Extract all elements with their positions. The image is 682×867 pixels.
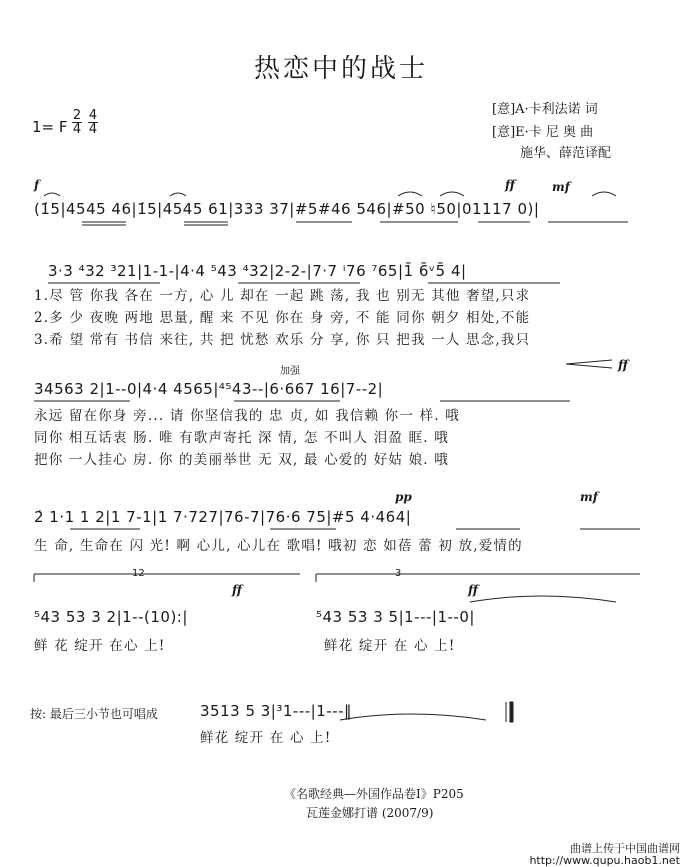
dynamic-ff: ff: [505, 178, 515, 192]
lyric-verse-1: 1.尽 管 你我 各在 一方, 心 儿 却在 一起 跳 荡, 我 也 别无 其他 奢望,只求: [34, 288, 531, 304]
key-label: 1= F: [32, 118, 68, 136]
dynamic-ff-4: ff: [468, 583, 478, 597]
notation-line-5a: ⁵43 53 3 2|1--(10):|: [34, 608, 188, 626]
beam-group-intro: [82, 222, 628, 225]
song-title: 热恋中的战士: [253, 54, 428, 84]
composer-credit: [意]E·卡 尼 奥 曲: [492, 125, 594, 140]
lyric-line-5a: 鲜 花 绽开 在心 上!: [34, 638, 166, 654]
dynamic-mf: mf: [552, 180, 570, 194]
lyric-line-6: 鲜花 绽开 在 心 上!: [200, 730, 332, 746]
lyricist-credit: [意]A·卡利法诺 词: [492, 102, 598, 117]
lyric-line-5b: 鲜花 绽开 在 心 上!: [324, 638, 456, 654]
notation-line-2: 3·3 ⁴32 ³21|1-1-|4·4 ⁵43 ⁴32|2-2-|7·7 ⁱ76 ⁷65|1̄ 6̄ᵛ5̄ 4|: [48, 262, 467, 280]
translator-credit: 施华、薛范译配: [520, 146, 612, 161]
lyric-line-4: 生 命, 生命在 闪 光! 啊 心儿, 心儿在 歌唱! 哦初 恋 如蓓 蕾 初 放,爱情的: [34, 538, 523, 554]
volta-first-label: 12: [132, 568, 145, 579]
dynamic-mf-2: mf: [580, 490, 598, 504]
dynamic-ff-2: ff: [618, 358, 628, 372]
final-barline: [506, 702, 513, 722]
transcriber-credit: 瓦莲金娜打谱 (2007/9): [306, 806, 434, 820]
watermark-line-1: 曲谱上传于中国曲谱网: [570, 842, 680, 855]
dynamic-f: f: [34, 178, 40, 192]
dynamic-jiaqiang: 加强: [280, 366, 300, 377]
lyric-verse-3: 3.希 望 常有 书信 来往, 共 把 忧愁 欢乐 分 享, 你 只 把我 一人 思念,我只: [34, 332, 531, 348]
time-signature-1: 2 4: [72, 108, 82, 137]
performance-note: 按: 最后三小节也可唱成: [30, 707, 158, 721]
dynamic-ff-3: ff: [232, 583, 242, 597]
volta-second-label: 3: [395, 568, 402, 579]
notation-line-intro: (1̇5|4545 46|1̇5|4545 61|333 37|#5#46 546|#50 ♮50|01117 0)|: [34, 200, 540, 218]
notation-line-3: 34563 2|1--0|4·4 4565|⁴⁵43--|6·667 16|7--2|: [34, 380, 384, 398]
watermark-line-2: http://www.qupu.haob1.net: [529, 854, 680, 867]
notation-line-4: 2̇ 1·1 1 2|1 7-1|1 7·727|76-7|76·6 75|#5 4·464|: [34, 508, 412, 526]
dynamic-pp: pp: [395, 490, 412, 504]
notation-line-5b: ⁵43 53 3 5|1---|1--0|: [316, 608, 475, 626]
time-signature-2: 4 4: [88, 108, 98, 137]
volta-brackets: [34, 574, 640, 582]
ties-line-5: [340, 596, 616, 720]
notation-line-6: 3513 5 3|³1---|1---‖: [200, 702, 352, 720]
lyric-refrain-2: 同你 相互话衷 肠. 唯 有歌声寄托 深 情, 怎 不叫人 泪盈 眶. 哦: [34, 430, 449, 446]
lyric-refrain-3: 把你 一人挂心 房. 你 的美丽举世 无 双, 最 心爱的 好姑 娘. 哦: [34, 452, 449, 468]
source-citation: 《名歌经典—外国作品卷Ⅰ》P205: [284, 787, 464, 801]
lyric-verse-2: 2.多 少 夜晚 两地 思量, 醒 来 不见 你在 身 旁, 不 能 同你 朝夕 相处,不能: [34, 310, 531, 326]
crescendo-hairpin: [566, 360, 612, 368]
lyric-refrain-1: 永远 留在你身 旁... 请 你坚信我的 忠 贞, 如 我信赖 你一 样. 哦: [34, 408, 460, 424]
slur-group-intro: [44, 192, 616, 196]
